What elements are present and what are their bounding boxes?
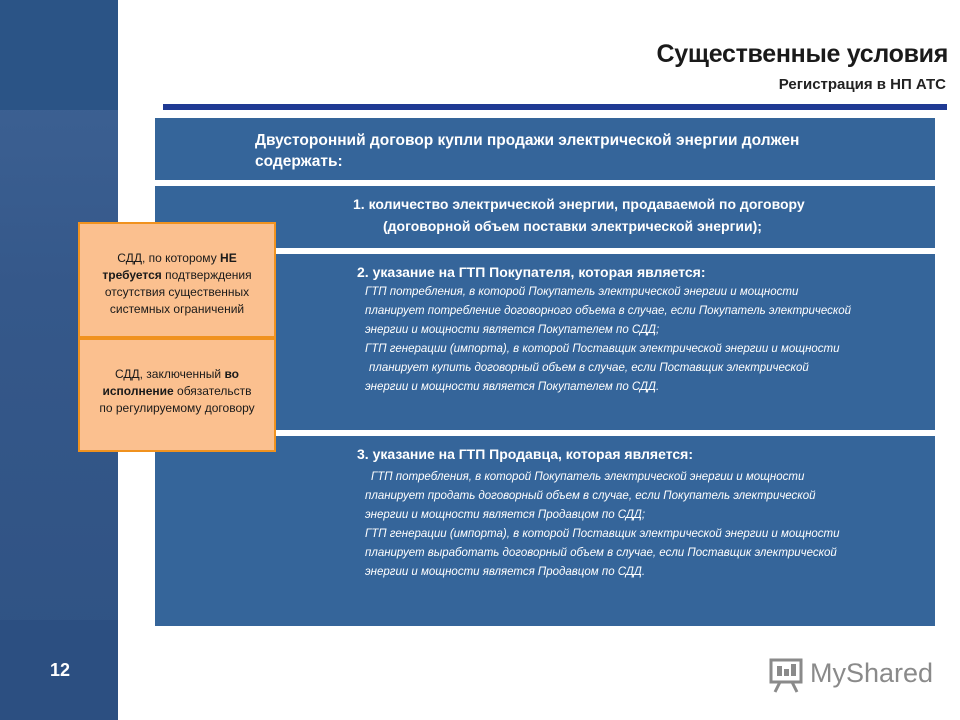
slide-subtitle: Регистрация в НП АТС: [778, 76, 946, 93]
item-3-line: планирует продать договорный объем в случае, если Покупатель электрической: [365, 490, 816, 502]
page-number: 12: [49, 660, 71, 680]
header-box: [155, 118, 935, 180]
sdd-no-confirmation-card: [78, 222, 276, 338]
card-1-text: подтверждения: [161, 268, 252, 282]
item-3-line: ГТП потребления, в которой Покупатель электрической энергии и мощности: [371, 471, 805, 483]
item-2-line: ГТП генерации (импорта), в которой Поставщик электрической энергии и мощности: [365, 343, 840, 355]
header-line-1: Двусторонний договор купли продажи электрической энергии должен: [255, 132, 800, 149]
item-2-line: планирует купить договорный объем в случае, если Поставщик электрической: [369, 362, 809, 374]
sdd-regulated-card: [78, 338, 276, 452]
card-2-text: обязательств: [173, 384, 252, 398]
item-2-line: энергии и мощности является Покупателем по СДД.: [365, 381, 660, 393]
item-2-line: энергии и мощности является Покупателем по СДД;: [365, 324, 660, 336]
item-3-heading: 3. указание на ГТП Продавца, которая является:: [357, 446, 693, 462]
item-2-line: ГТП потребления, в которой Покупатель электрической энергии и мощности: [365, 286, 799, 298]
card-2-line-3: по регулируемому договору: [99, 401, 255, 415]
card-2-bold: во: [224, 367, 240, 381]
card-2-line-1: [80, 366, 274, 383]
card-1-line-2: [80, 267, 274, 284]
item-3-line: планирует выработать договорный объем в случае, если Поставщик электрической: [365, 547, 837, 559]
card-1-bold: требуется: [102, 268, 162, 282]
card-1-line-3: отсутствия существенных: [104, 285, 250, 299]
item-3-box: [155, 436, 935, 626]
card-1-bold: НЕ: [220, 251, 237, 265]
item-3-line: энергии и мощности является Продавцом по СДД.: [365, 566, 646, 578]
item-2-line: планирует потребление договорного объема в случае, если Покупатель электрической: [365, 305, 852, 317]
item-2-heading: 2. указание на ГТП Покупателя, которая является:: [357, 264, 706, 280]
card-2-bold: исполнение: [102, 384, 174, 398]
header-text: [255, 130, 895, 172]
myshared-logo: [768, 656, 934, 696]
card-1-line-1: [80, 250, 274, 267]
card-2-text: СДД, заключенный: [114, 367, 225, 381]
sidebar-top-block: [0, 0, 118, 110]
card-1-text: СДД, по которому: [117, 251, 221, 265]
item-1-line-1: 1. количество электрической энергии, продаваемой по договору: [353, 196, 805, 212]
header-line-2: содержать:: [255, 153, 343, 170]
item-1-line-2: (договорной объем поставки электрической энергии);: [383, 218, 762, 234]
presentation-board-icon: [768, 656, 804, 694]
title-divider: [163, 104, 947, 110]
item-3-line: энергии и мощности является Продавцом по СДД;: [365, 509, 646, 521]
slide-title: Существенные условия: [656, 40, 948, 68]
card-2-line-2: [80, 383, 274, 400]
logo-text: MyShared: [810, 658, 934, 688]
card-1-line-4: системных ограничений: [109, 302, 245, 316]
item-3-line: ГТП генерации (импорта), в которой Поставщик электрической энергии и мощности: [365, 528, 840, 540]
